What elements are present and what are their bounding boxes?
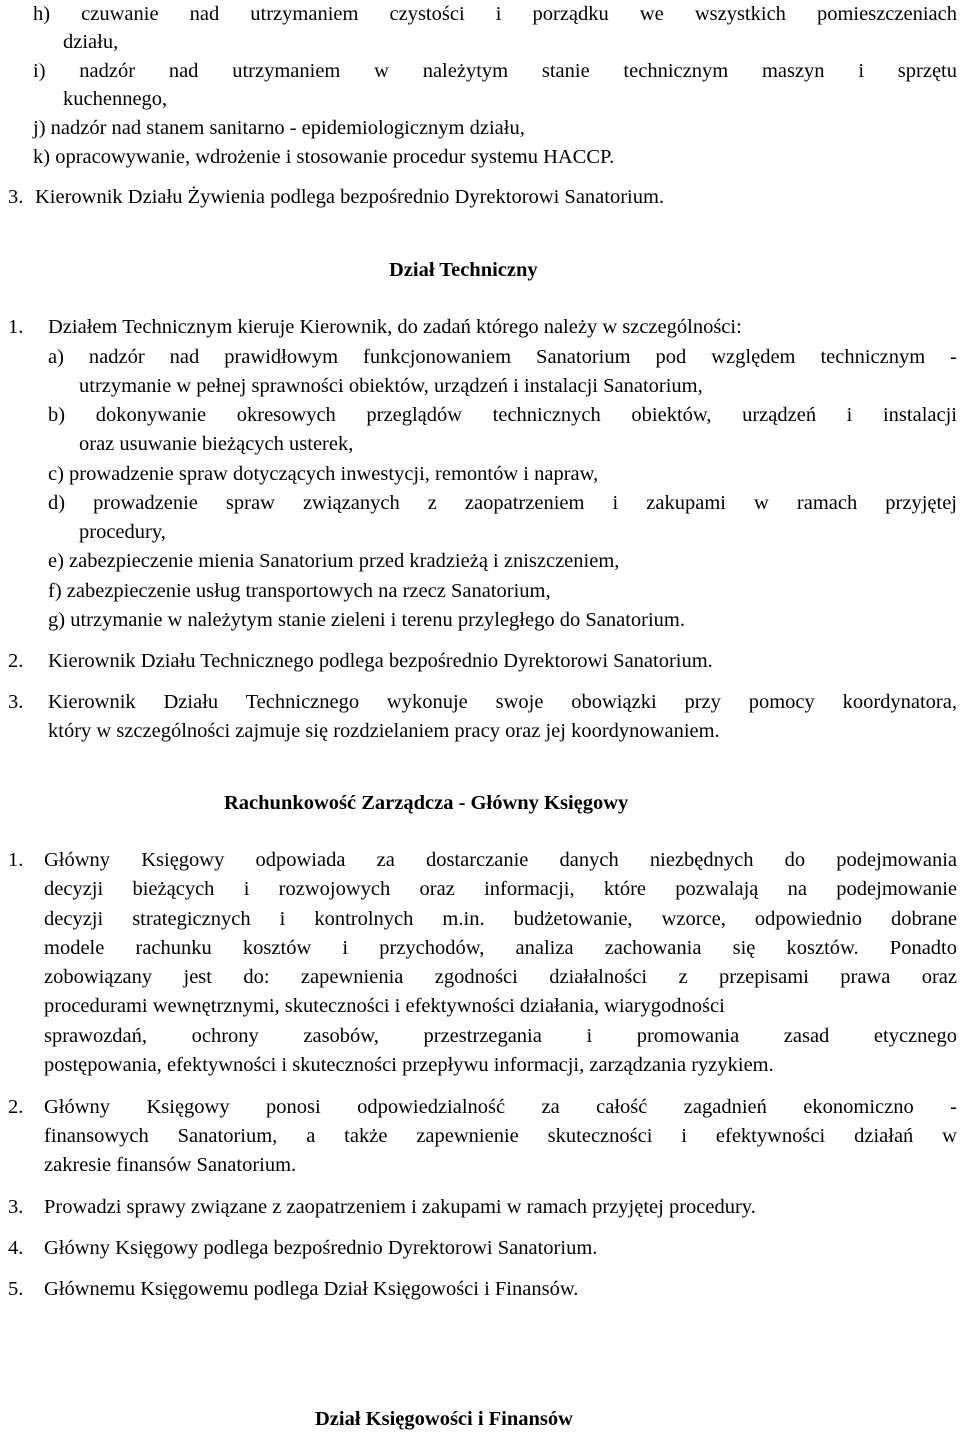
- paragraph: zobowiązany jest do: zapewnienia zgodności działalności z przepisami prawa oraz: [44, 966, 957, 988]
- paragraph: Kierownik Działu Technicznego podlega bezpośrednio Dyrektorowi Sanatorium.: [48, 650, 713, 672]
- paragraph-number: 3.: [8, 691, 24, 713]
- paragraph: decyzji strategicznych i kontrolnych m.in. budżetowanie, wzorce, odpowiednio dobrane: [44, 908, 957, 930]
- paragraph-number: 2.: [8, 650, 24, 672]
- paragraph: Głównemu Księgowemu podlega Dział Księgowości i Finansów.: [44, 1278, 579, 1300]
- paragraph: Działem Technicznym kieruje Kierownik, do zadań którego należy w szczególności:: [48, 316, 742, 338]
- list-item: i) nadzór nad utrzymaniem w należytym stanie technicznym maszyn i sprzętu: [33, 60, 957, 82]
- paragraph-number: 3.: [8, 186, 24, 208]
- paragraph: Kierownik Działu Żywienia podlega bezpośrednio Dyrektorowi Sanatorium.: [35, 186, 665, 208]
- paragraph: zakresie finansów Sanatorium.: [44, 1154, 297, 1176]
- section-heading: Dział Techniczny: [389, 259, 538, 281]
- list-item: procedury,: [79, 521, 166, 543]
- section-heading: Dział Księgowości i Finansów: [315, 1408, 573, 1430]
- paragraph: sprawozdań, ochrony zasobów, przestrzegania i promowania zasad etycznego: [44, 1025, 957, 1047]
- list-item: k) opracowywanie, wdrożenie i stosowanie procedur systemu HACCP.: [33, 146, 615, 168]
- paragraph-number: 1.: [8, 849, 24, 871]
- paragraph-number: 1.: [8, 316, 24, 338]
- paragraph-number: 4.: [8, 1237, 24, 1259]
- list-item: działu,: [63, 31, 119, 53]
- paragraph: procedurami wewnętrznymi, skuteczności i efektywności działania, wiarygodności: [44, 995, 725, 1017]
- list-item: c) prowadzenie spraw dotyczących inwestycji, remontów i napraw,: [48, 463, 599, 485]
- paragraph: Kierownik Działu Technicznego wykonuje swoje obowiązki przy pomocy koordynatora,: [48, 691, 957, 713]
- list-item: oraz usuwanie bieżących usterek,: [79, 433, 354, 455]
- list-item: f) zabezpieczenie usług transportowych na rzecz Sanatorium,: [48, 580, 551, 602]
- paragraph-number: 5.: [8, 1278, 24, 1300]
- paragraph: decyzji bieżących i rozwojowych oraz informacji, które pozwalają na podejmowanie: [44, 878, 957, 900]
- paragraph-number: 2.: [8, 1096, 24, 1118]
- list-item: a) nadzór nad prawidłowym funkcjonowaniem Sanatorium pod względem technicznym -: [48, 346, 957, 368]
- paragraph: postępowania, efektywności i skuteczności przepływu informacji, zarządzania ryzykiem.: [44, 1054, 774, 1076]
- paragraph: finansowych Sanatorium, a także zapewnienie skuteczności i efektywności działań w: [44, 1125, 957, 1147]
- list-item: e) zabezpieczenie mienia Sanatorium przed kradzieżą i zniszczeniem,: [48, 550, 620, 572]
- paragraph-number: 3.: [8, 1196, 24, 1218]
- paragraph: Główny Księgowy odpowiada za dostarczanie danych niezbędnych do podejmowania: [44, 849, 957, 871]
- list-item: j) nadzór nad stanem sanitarno - epidemiologicznym działu,: [33, 117, 525, 139]
- list-item: b) dokonywanie okresowych przeglądów technicznych obiektów, urządzeń i instalacji: [48, 404, 957, 426]
- paragraph: Główny Księgowy ponosi odpowiedzialność za całość zagadnień ekonomiczno -: [44, 1096, 957, 1118]
- paragraph: który w szczególności zajmuje się rozdzielaniem pracy oraz jej koordynowaniem.: [48, 720, 720, 742]
- list-item: kuchennego,: [63, 88, 168, 110]
- paragraph: Główny Księgowy podlega bezpośrednio Dyrektorowi Sanatorium.: [44, 1237, 598, 1259]
- list-item: h) czuwanie nad utrzymaniem czystości i porządku we wszystkich pomieszczeniach: [33, 3, 957, 25]
- section-heading: Rachunkowość Zarządcza - Główny Księgowy: [224, 792, 629, 814]
- paragraph: Prowadzi sprawy związane z zaopatrzeniem i zakupami w ramach przyjętej procedury.: [44, 1196, 756, 1218]
- list-item: d) prowadzenie spraw związanych z zaopatrzeniem i zakupami w ramach przyjętej: [48, 492, 957, 514]
- list-item: g) utrzymanie w należytym stanie zieleni i terenu przyległego do Sanatorium.: [48, 609, 685, 631]
- list-item: utrzymanie w pełnej sprawności obiektów, urządzeń i instalacji Sanatorium,: [79, 375, 703, 397]
- paragraph: modele rachunku kosztów i przychodów, analiza zachowania się kosztów. Ponadto: [44, 937, 957, 959]
